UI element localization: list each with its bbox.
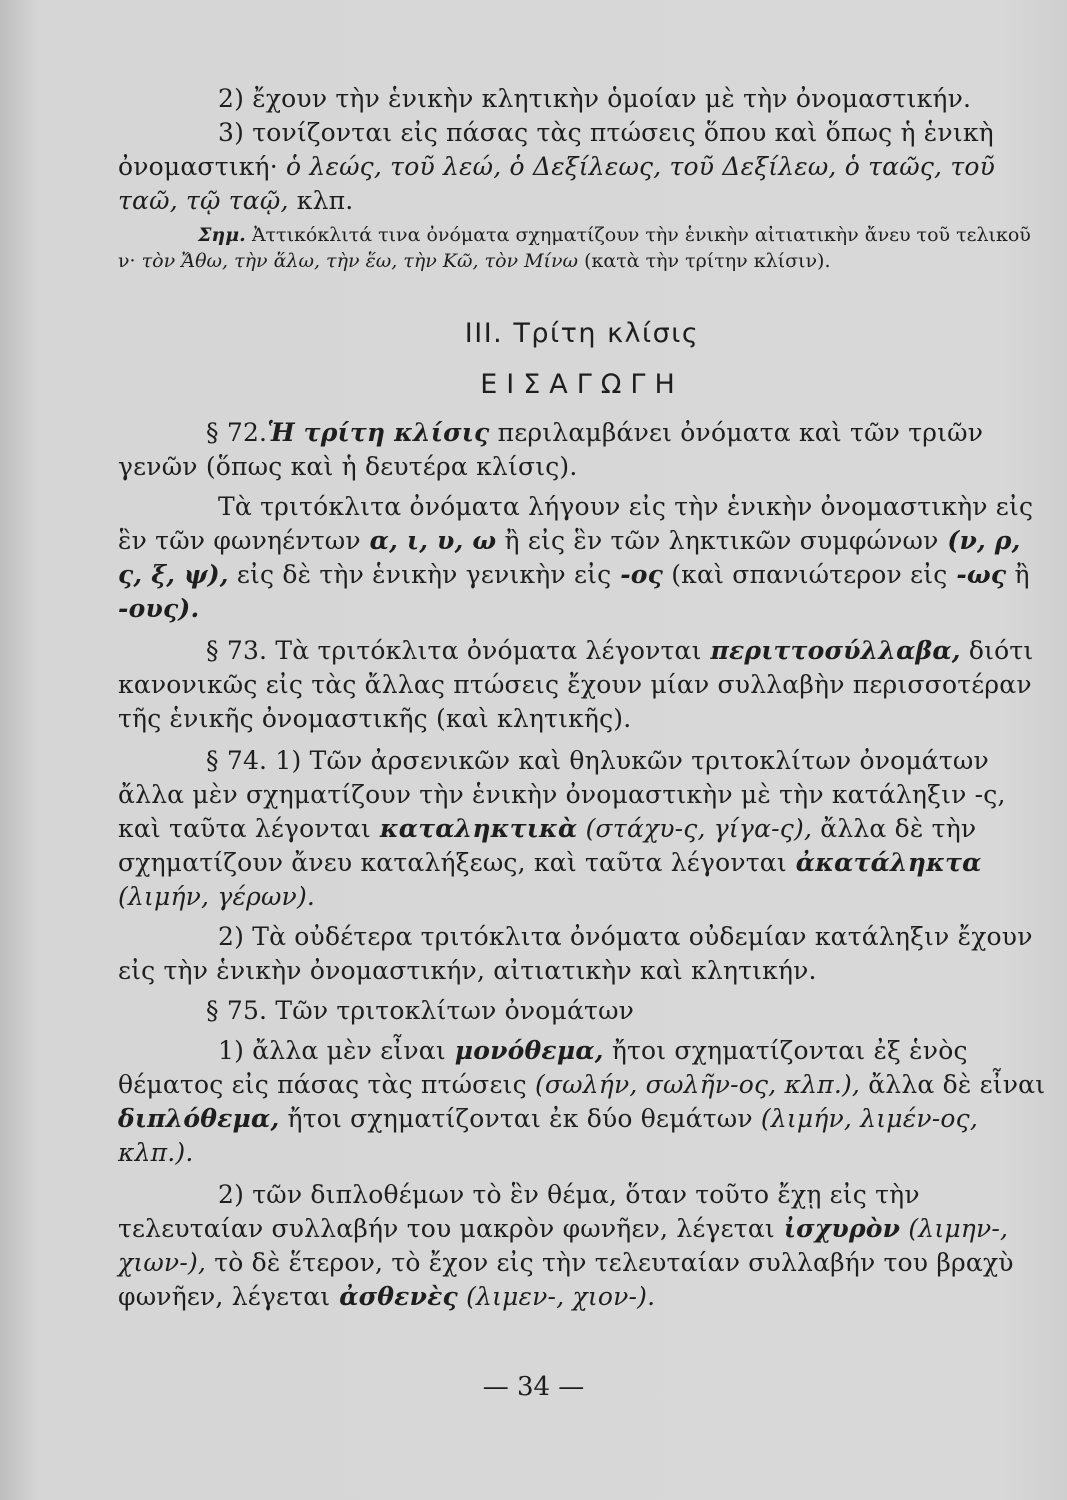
- example-words: (λιμεν-, χιον-).: [457, 1282, 656, 1311]
- paragraph-vocative-rule: [118, 82, 1046, 116]
- text-span: διότι κανονικῶς εἰς τὰς ἄλλας πτώσεις ἔχουν μίαν συλλαβὴν περισσοτέραν τῆς ἑνικῆς ὀνομαστικῆς (καὶ κλητικῆς).: [118, 636, 1034, 733]
- paragraph-neuter: [118, 920, 1046, 988]
- term-bold: ἰσχυρὸν: [774, 1214, 901, 1243]
- section-number: § 74.: [206, 746, 268, 775]
- example-words: (σωλήν, σωλῆν-ος, κλπ.),: [526, 1070, 861, 1099]
- term-bold: -ους).: [118, 594, 200, 623]
- term-bold: ἀκατάληκτα: [786, 848, 982, 877]
- term-bold: περιττοσύλλαβα,: [701, 636, 961, 665]
- example-words: τὸν Ἄθω, τὴν ἅλω, τὴν ἕω, τὴν Κῶ, τὸν Μίνω: [135, 250, 579, 272]
- text-span: ἄλλα δὲ εἶναι: [860, 1070, 1046, 1099]
- text-span: ἤτοι σχηματίζονται ἐκ δύο θεμάτων: [279, 1104, 753, 1133]
- term-bold: -ως: [947, 560, 1007, 589]
- text-span: 1) ἄλλα μὲν εἶναι: [218, 1036, 446, 1065]
- term-bold: ἀσθενὲς: [330, 1282, 458, 1311]
- text-span: (καὶ σπανιώτερον εἰς: [663, 560, 948, 589]
- text-span: Ἀττικόκλιτά τινα ὀνόματα σχηματίζουν τὴν ἑνικὴν αἰτιατικὴν ἄνευ τοῦ τελικοῦ ν·: [118, 224, 1031, 272]
- section-number: § 73.: [206, 636, 268, 665]
- section-number: § 72.: [206, 418, 268, 447]
- paragraph-endings: [118, 490, 1046, 626]
- text-span: (κατὰ τὴν τρίτην κλίσιν).: [578, 250, 831, 272]
- section-73: [118, 634, 1046, 736]
- text-span: τὸ δὲ ἕτερον, τὸ ἔχον εἰς τὴν τελευταίαν συλλαβήν του βραχὺ φωνῆεν, λέγεται: [118, 1248, 1014, 1311]
- page-number: — 34 —: [482, 1372, 585, 1402]
- text-span: ἢ εἰς ἓν τῶν ληκτικῶν συμφώνων: [496, 526, 939, 555]
- text-column: [118, 82, 1046, 1314]
- term-bold: (ν, ρ, ς, ξ, ψ),: [118, 526, 1021, 589]
- text-span: Τὰ τριτόκλιτα ὀνόματα λήγουν εἰς τὴν ἑνικὴν ὀνομαστικὴν εἰς ἓν τῶν φωνηέντων: [118, 492, 1034, 555]
- term-bold: α, ι, υ, ω: [360, 526, 497, 555]
- section-number: § 75.: [206, 996, 268, 1025]
- section-72: [118, 416, 1046, 484]
- section-74: [118, 744, 1046, 914]
- note-label: Σημ.: [198, 224, 246, 246]
- term-bold: Ἡ τρίτη κλίσις: [267, 418, 490, 447]
- term-bold: καταληκτικὰ: [370, 814, 578, 843]
- text-span: ἄλλα δὲ τὴν σχηματίζουν ἄνευ καταλήξεως, καὶ ταῦτα λέγονται: [118, 814, 977, 877]
- example-words: (λιμήν, γέρων).: [118, 882, 316, 911]
- text-span: ἢ: [1006, 560, 1030, 589]
- section-75: [118, 994, 1046, 1028]
- text-span: Τὰ τριτόκλιτα ὀνόματα λέγονται: [267, 636, 702, 665]
- text-span: εἰς δὲ τὴν ἑνικὴν γενικὴν εἰς: [228, 560, 612, 589]
- text-span: Τῶν τριτοκλίτων ὀνομάτων: [267, 996, 635, 1025]
- example-words: (λιμήν, λιμέν-ος, κλπ.).: [118, 1104, 978, 1167]
- text-span: 1) Τῶν ἀρσενικῶν καὶ θηλυκῶν τριτοκλίτων ὀνομάτων ἄλλα μὲν σχηματίζουν τὴν ἑνικὴν ὀνομαστικὴν μὲ τὴν κατάληξιν -ς, καὶ ταῦτα λέγονται: [118, 746, 1006, 843]
- paragraph-accent-rule: [118, 116, 1046, 218]
- text-span: 2) τῶν διπλοθέμων τὸ ἓν θέμα, ὅταν τοῦτο ἔχῃ εἰς τὴν τελευταίαν συλλαβήν του μακρὸν φωνῆεν, λέγεται: [118, 1180, 920, 1243]
- paragraph-strong-weak: [118, 1178, 1046, 1314]
- note-paragraph: [118, 222, 1046, 274]
- paragraph-monothema: [118, 1034, 1046, 1170]
- text-span: 3) τονίζονται εἰς πάσας τὰς πτώσεις ὅπου καὶ ὅπως ἡ ἑνικὴ ὀνομαστική·: [118, 118, 994, 181]
- text-span: περιλαμβάνει ὀνόματα καὶ τῶν τριῶν γενῶν (ὅπως καὶ ἡ δευτέρα κλίσις).: [118, 418, 984, 481]
- text-span: 2) ἔχουν τὴν ἑνικὴν κλητικὴν ὁμοίαν μὲ τὴν ὀνομαστικήν.: [218, 84, 972, 113]
- term-bold: μονόθεμα,: [445, 1036, 604, 1065]
- example-words: ὁ λεώς, τοῦ λεώ, ὁ Δεξίλεως, τοῦ Δεξίλεω, ὁ ταῶς, τοῦ ταῶ, τῷ ταῷ,: [118, 152, 996, 215]
- chapter-title: III. Τρίτη κλίσις: [464, 318, 700, 349]
- text-span: ἤτοι σχηματίζονται ἐξ ἑνὸς θέματος εἰς πάσας τὰς πτώσεις: [118, 1036, 968, 1099]
- section-heading: ΕΙΣΑΓΩΓΗ: [480, 369, 684, 400]
- text-span: 2) Τὰ οὐδέτερα τριτόκλιτα ὀνόματα οὐδεμίαν κατάληξιν ἔχουν εἰς τὴν ἑνικὴν ὀνομαστικήν, αἰτιατικὴν καὶ κλητικήν.: [118, 922, 1033, 985]
- text-span: κλπ.: [288, 186, 354, 215]
- term-bold: -ος: [611, 560, 664, 589]
- term-bold: διπλόθεμα,: [118, 1104, 280, 1133]
- example-words: (λιμην-, χιων-),: [118, 1214, 1009, 1277]
- example-words: (στάχυ-ς, γίγα-ς),: [577, 814, 813, 843]
